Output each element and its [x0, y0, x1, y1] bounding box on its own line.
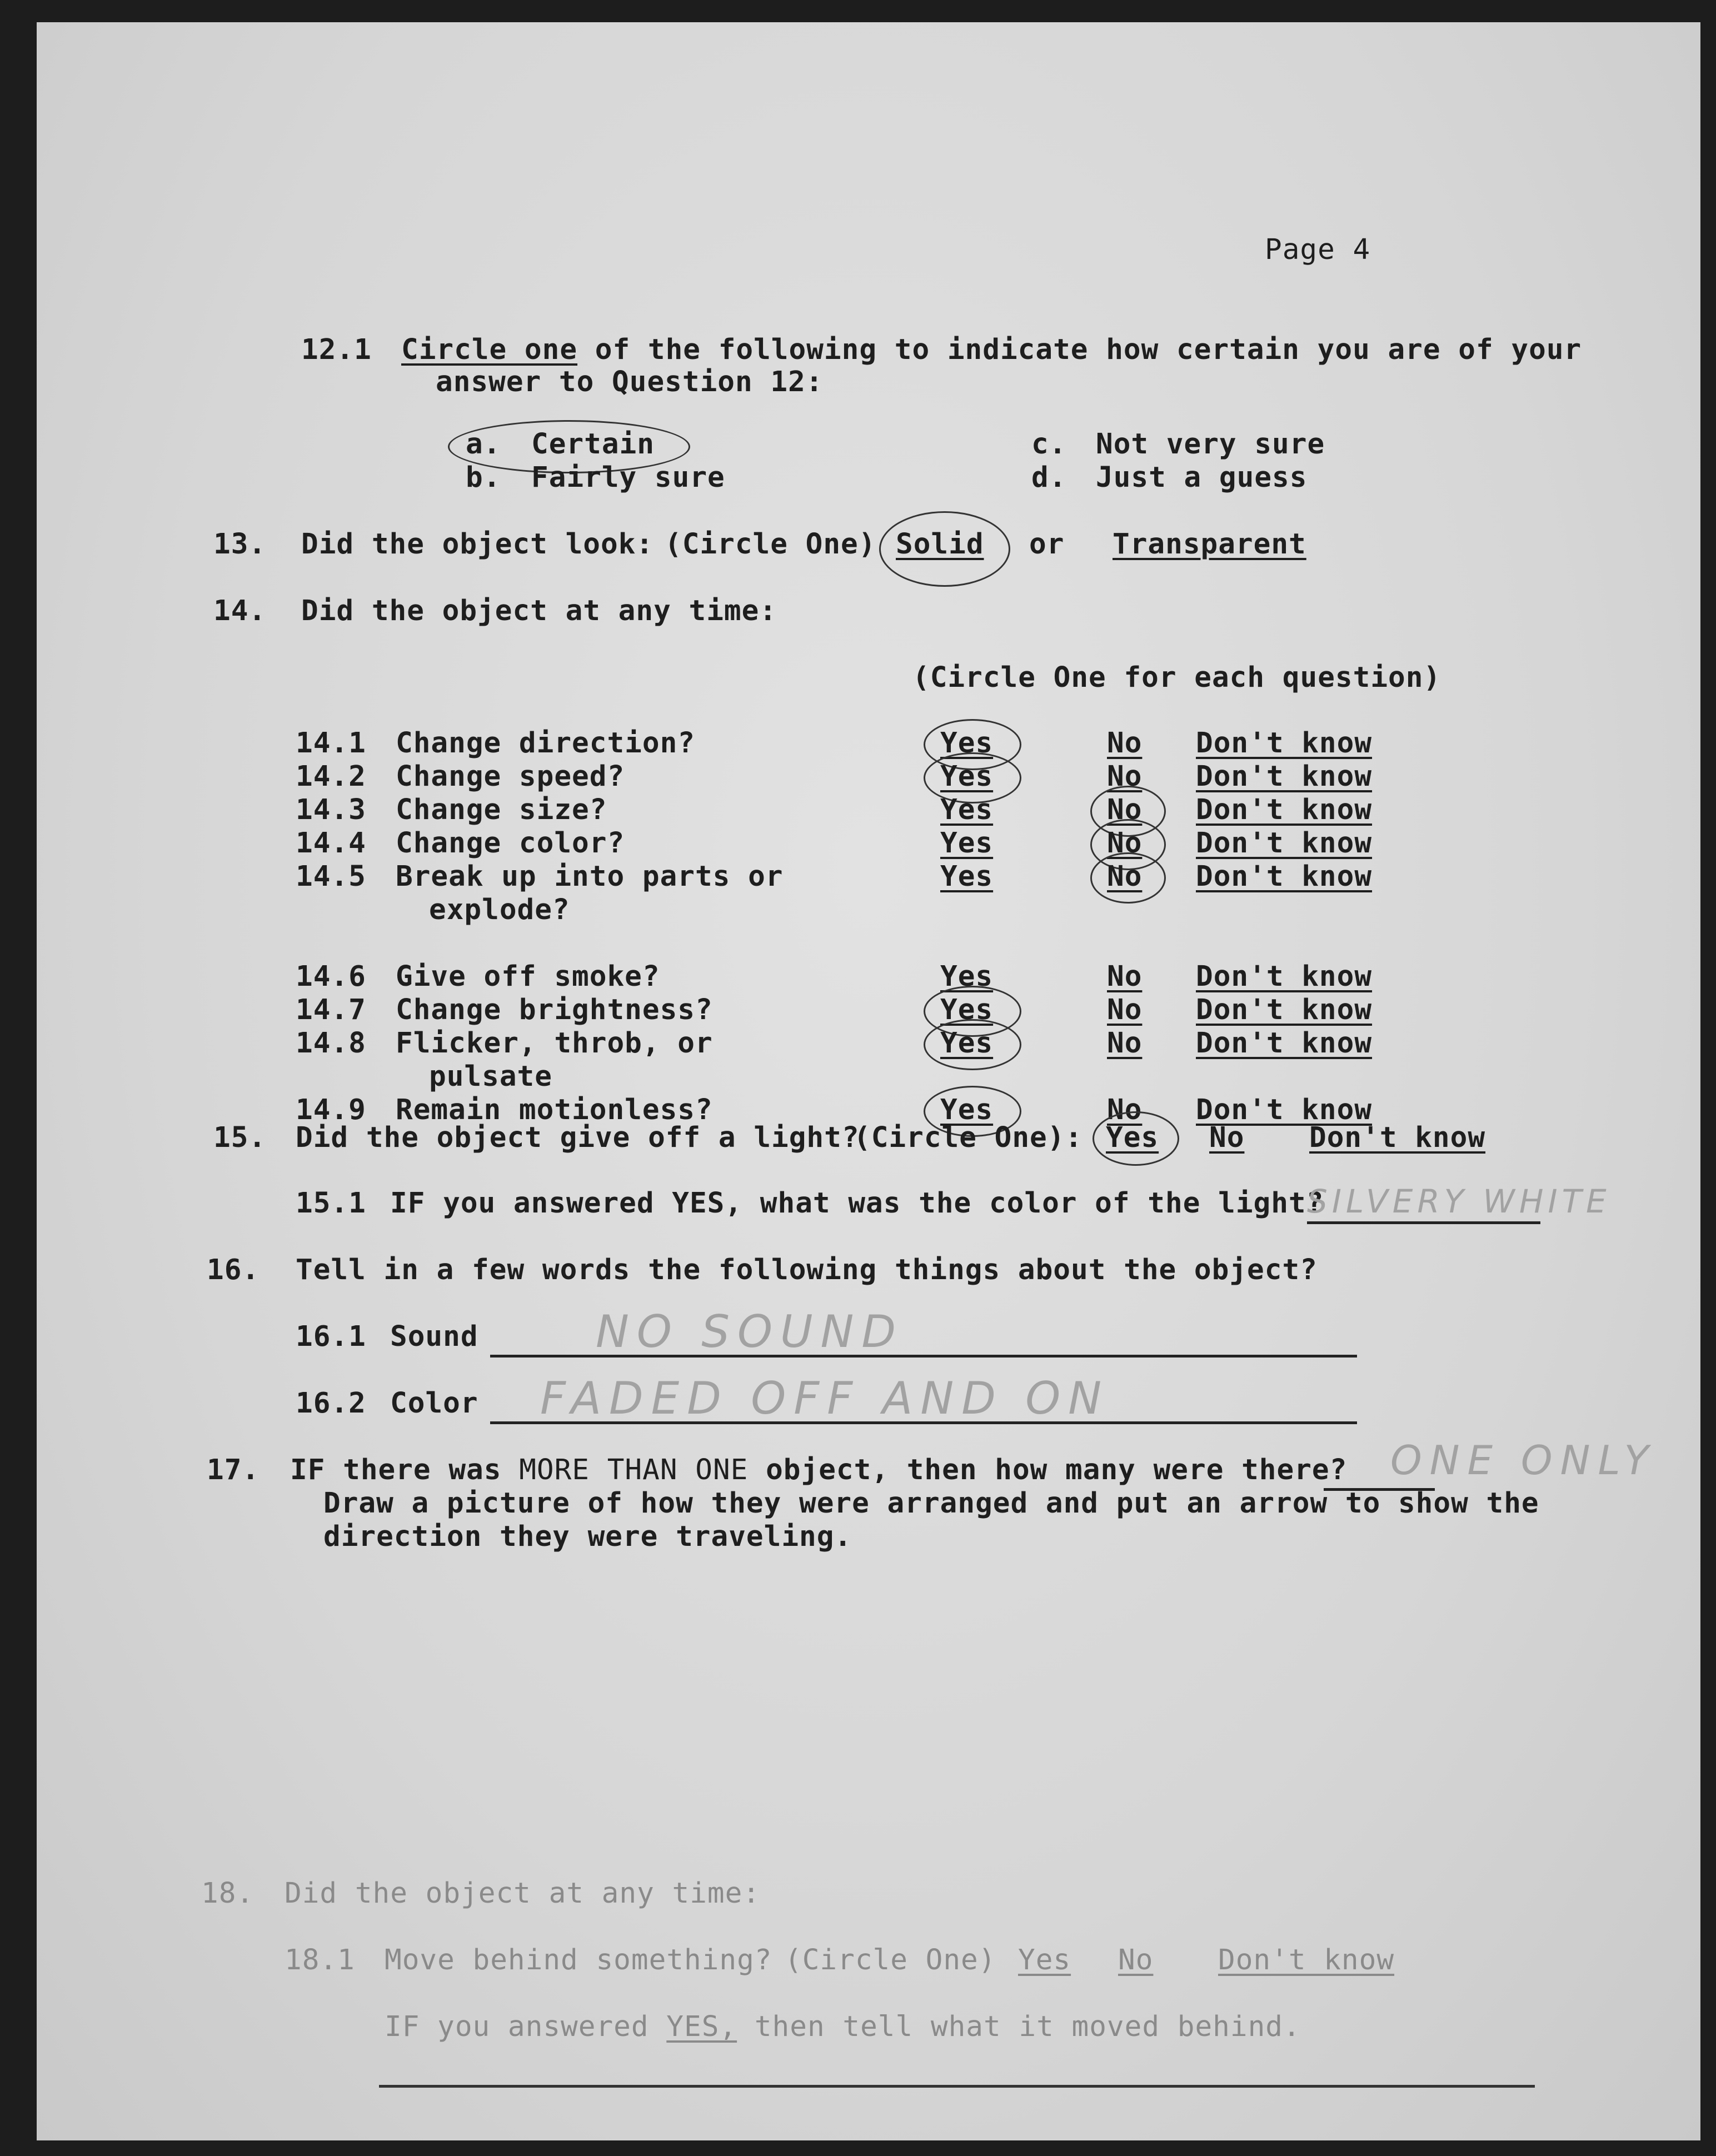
- q14-item-text: Remain motionless?: [396, 1094, 713, 1126]
- q14-item-no[interactable]: No: [1107, 827, 1143, 860]
- q14-item-dont-know[interactable]: Don't know: [1196, 1094, 1373, 1126]
- q14-item-no[interactable]: No: [1107, 727, 1143, 760]
- q14-item-no[interactable]: No: [1107, 994, 1143, 1026]
- q12-1-text-rest: of the following to indicate how certain you are of your: [595, 333, 1582, 366]
- q18-text: Did the object at any time:: [285, 1877, 761, 1910]
- q15-number: 15.: [213, 1121, 267, 1154]
- circle-mark-solid: [879, 511, 1010, 587]
- q14-instruction: (Circle One for each question): [912, 661, 1441, 694]
- q16-number: 16.: [207, 1254, 260, 1286]
- q14-item-dont-know[interactable]: Don't know: [1196, 960, 1373, 993]
- q14-item-text: Change direction?: [396, 727, 695, 760]
- q12-1-option-c-label[interactable]: Not very sure: [1096, 428, 1325, 461]
- q15-1-answer[interactable]: SILVERY WHITE: [1307, 1182, 1611, 1220]
- q14-item-no[interactable]: No: [1107, 960, 1143, 993]
- q14-item-no[interactable]: No: [1107, 760, 1143, 793]
- q13-number: 13.: [213, 528, 267, 561]
- q14-item-text: Change color?: [396, 827, 625, 860]
- q12-1-option-d-label[interactable]: Just a guess: [1096, 461, 1308, 494]
- page-number: Page 4: [1265, 233, 1371, 266]
- q14-item-number: 14.5: [296, 860, 366, 893]
- q15-no-option[interactable]: No: [1209, 1121, 1245, 1154]
- q15-text: Did the object give off a light?: [296, 1121, 860, 1154]
- q14-item-dont-know[interactable]: Don't know: [1196, 760, 1373, 793]
- q18-1-no-option[interactable]: No: [1118, 1944, 1154, 1977]
- q14-item-number: 14.9: [296, 1094, 366, 1126]
- q12-1-text: [401, 333, 1582, 366]
- q13-solid-option[interactable]: Solid: [896, 528, 984, 561]
- q14-item-text-line2: explode?: [429, 894, 570, 926]
- q16-text: Tell in a few words the following things about the object?: [296, 1254, 1318, 1286]
- q14-text: Did the object at any time:: [301, 595, 777, 627]
- q17-text-b: MORE THAN ONE: [519, 1454, 749, 1486]
- q18-1-instruction: (Circle One): [785, 1944, 996, 1977]
- q14-item-text: Change size?: [396, 793, 607, 826]
- q18-note-yes: YES,: [666, 2010, 737, 2043]
- q14-item-no[interactable]: No: [1107, 1094, 1143, 1126]
- q14-item-yes[interactable]: Yes: [940, 960, 994, 993]
- q14-item-dont-know[interactable]: Don't know: [1196, 793, 1373, 826]
- q18-number: 18.: [201, 1877, 255, 1910]
- q15-1-number: 15.1: [296, 1187, 366, 1220]
- q14-item-yes[interactable]: Yes: [940, 994, 994, 1026]
- q18-1-dk-option[interactable]: Don't know: [1218, 1944, 1395, 1977]
- q12-1-option-d-letter: d.: [1031, 461, 1067, 494]
- q12-1-option-a-label[interactable]: Certain: [531, 428, 655, 461]
- q12-1-option-b-label[interactable]: Fairly sure: [531, 461, 725, 494]
- q17-number: 17.: [207, 1454, 260, 1486]
- q16-2-number: 16.2: [296, 1387, 366, 1420]
- q18-answer-line: [379, 2085, 1535, 2088]
- q18-1-number: 18.1: [285, 1944, 355, 1977]
- q14-item-dont-know[interactable]: Don't know: [1196, 727, 1373, 760]
- q14-item-number: 14.1: [296, 727, 366, 760]
- q14-item-no[interactable]: No: [1107, 793, 1143, 826]
- q13-transparent-option[interactable]: Transparent: [1113, 528, 1306, 561]
- q18-note-a: IF you answered: [385, 2010, 649, 2043]
- q12-1-option-c-letter: c.: [1031, 428, 1067, 461]
- q14-item-dont-know[interactable]: Don't know: [1196, 1027, 1373, 1060]
- q12-1-option-b-letter: b.: [466, 461, 501, 494]
- q14-item-yes[interactable]: Yes: [940, 727, 994, 760]
- q17-line2: Draw a picture of how they were arranged and put an arrow to show the: [323, 1487, 1539, 1520]
- q16-2-label: Color: [390, 1387, 478, 1420]
- q14-item-number: 14.4: [296, 827, 366, 860]
- q16-2-answer[interactable]: FADED OFF AND ON: [540, 1373, 1110, 1424]
- q18-note-b: then tell what it moved behind.: [754, 2010, 1301, 2043]
- q15-yes-option[interactable]: Yes: [1106, 1121, 1159, 1154]
- document-page: [37, 22, 1700, 2140]
- q17-line3: direction they were traveling.: [323, 1520, 852, 1553]
- q15-1-answer-line: [1307, 1221, 1540, 1224]
- q14-item-dont-know[interactable]: Don't know: [1196, 860, 1373, 893]
- q16-1-label: Sound: [390, 1320, 478, 1353]
- q14-item-no[interactable]: No: [1107, 1027, 1143, 1060]
- q14-item-text: Give off smoke?: [396, 960, 660, 993]
- q14-item-text: Break up into parts or: [396, 860, 784, 893]
- q15-dk-option[interactable]: Don't know: [1309, 1121, 1486, 1154]
- q14-item-dont-know[interactable]: Don't know: [1196, 994, 1373, 1026]
- circle-mark-q15-yes: [1093, 1111, 1179, 1166]
- q12-1-circle-one: Circle one: [401, 333, 578, 366]
- q17-text: [290, 1454, 1347, 1486]
- q14-item-text: Flicker, throb, or: [396, 1027, 713, 1060]
- q14-item-yes[interactable]: Yes: [940, 827, 994, 860]
- q14-item-yes[interactable]: Yes: [940, 793, 994, 826]
- q12-1-text-line2: answer to Question 12:: [436, 366, 824, 398]
- q18-1-text: Move behind something?: [385, 1944, 772, 1977]
- q14-item-number: 14.3: [296, 793, 366, 826]
- q14-item-no[interactable]: No: [1107, 860, 1143, 893]
- q18-note: [385, 2010, 1301, 2043]
- q14-item-number: 14.6: [296, 960, 366, 993]
- q14-item-text: Change speed?: [396, 760, 625, 793]
- q17-text-c: object, then how many were there?: [766, 1454, 1348, 1486]
- q14-item-number: 14.2: [296, 760, 366, 793]
- q16-1-number: 16.1: [296, 1320, 366, 1353]
- q16-1-answer[interactable]: NO SOUND: [596, 1306, 904, 1358]
- q14-item-number: 14.8: [296, 1027, 366, 1060]
- q13-or: or: [1029, 528, 1065, 561]
- q14-item-text: Change brightness?: [396, 994, 713, 1026]
- q14-item-yes[interactable]: Yes: [940, 760, 994, 793]
- q14-item-text-line2: pulsate: [429, 1060, 552, 1093]
- q12-1-number: 12.1: [301, 333, 372, 366]
- q14-number: 14.: [213, 595, 267, 627]
- q14-item-dont-know[interactable]: Don't know: [1196, 827, 1373, 860]
- q13-instruction: (Circle One): [665, 528, 876, 561]
- q14-item-yes[interactable]: Yes: [940, 1027, 994, 1060]
- q14-item-yes[interactable]: Yes: [940, 1094, 994, 1126]
- q15-instruction: (Circle One):: [854, 1121, 1083, 1154]
- q15-1-text: IF you answered YES, what was the color of the light?: [390, 1187, 1324, 1220]
- q17-text-a: IF there was: [290, 1454, 502, 1486]
- q13-text: Did the object look:: [301, 528, 654, 561]
- circle-mark-yes: [924, 1019, 1021, 1070]
- q14-item-yes[interactable]: Yes: [940, 860, 994, 893]
- q12-1-option-a-letter: a.: [466, 428, 501, 461]
- q17-answer[interactable]: ONE ONLY: [1390, 1437, 1657, 1484]
- q18-1-yes-option[interactable]: Yes: [1018, 1944, 1071, 1977]
- q14-item-number: 14.7: [296, 994, 366, 1026]
- circle-mark-no: [1090, 852, 1166, 904]
